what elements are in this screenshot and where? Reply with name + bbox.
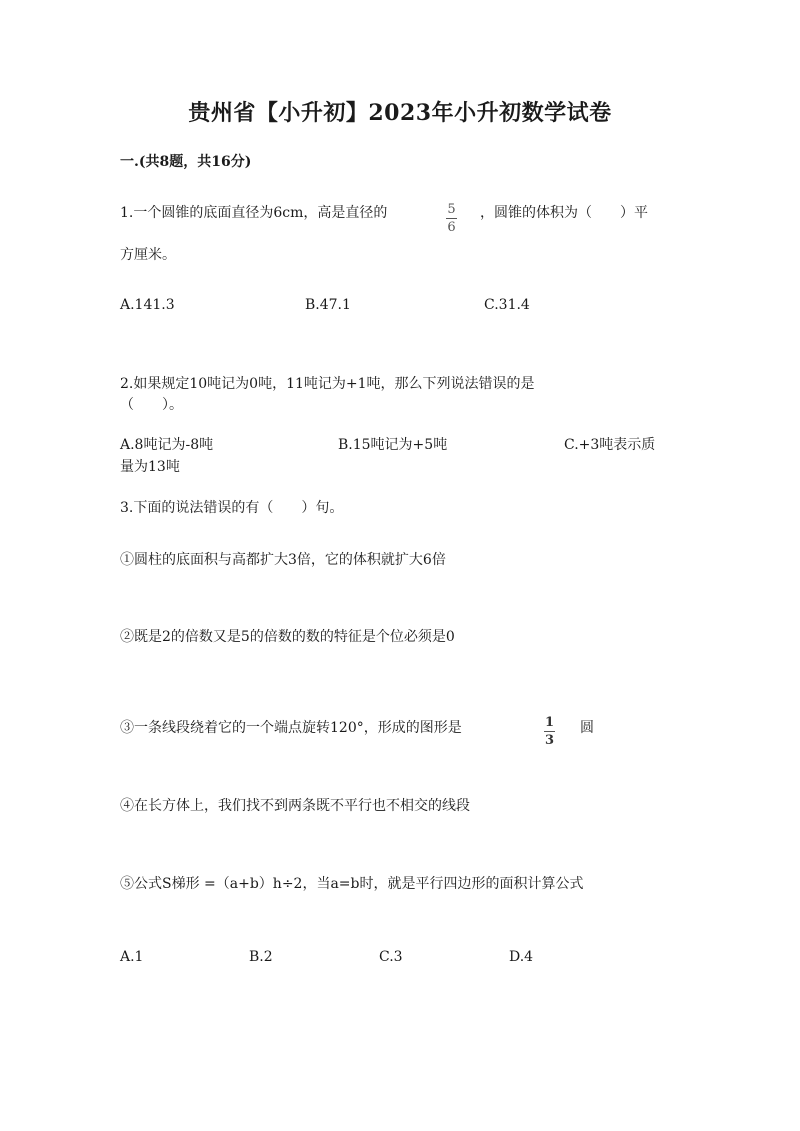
- q1-option-c[interactable]: C.31.4: [484, 297, 530, 313]
- q2-option-c-continued: 量为13吨: [120, 459, 180, 475]
- q2-option-a[interactable]: A.8吨记为-8吨: [120, 437, 214, 453]
- q3-option-d[interactable]: D.4: [509, 949, 534, 965]
- fraction-bar: [446, 218, 457, 219]
- section-heading: 一.(共8题，共16分): [120, 154, 252, 170]
- q1-option-b[interactable]: B.47.1: [305, 297, 351, 313]
- q1-option-a[interactable]: A.141.3: [120, 297, 175, 313]
- fraction-bar: [544, 731, 555, 732]
- q1-fraction-numerator: 5: [447, 202, 456, 217]
- q2-option-b[interactable]: B.15吨记为+5吨: [338, 437, 448, 453]
- q3-statement-2: ②既是2的倍数又是5的倍数的数的特征是个位必须是0: [120, 629, 455, 645]
- q3-statement-1: ①圆柱的底面积与高都扩大3倍，它的体积就扩大6倍: [120, 552, 446, 568]
- q3-option-a[interactable]: A.1: [120, 949, 144, 965]
- q3-statement-3-before: ③一条线段绕着它的一个端点旋转120°，形成的图形是: [120, 720, 462, 736]
- q1-text-after: ，圆锥的体积为（ ）平: [480, 205, 648, 221]
- q3-statement-5: ⑤公式S梯形 =（a+b）h÷2，当a=b时，就是平行四边形的面积计算公式: [120, 876, 584, 892]
- q3-option-c[interactable]: C.3: [379, 949, 403, 965]
- q1-text-line2: 方厘米。: [120, 247, 176, 263]
- q2-stem-line1: 2.如果规定10吨记为0吨，11吨记为+1吨，那么下列说法错误的是: [120, 376, 535, 392]
- q1-text-before: 1.一个圆锥的底面直径为6cm，高是直径的: [120, 205, 388, 221]
- q3-option-b[interactable]: B.2: [249, 949, 273, 965]
- q1-fraction: [446, 198, 457, 235]
- q3-stem: 3.下面的说法错误的有（ ）句。: [120, 500, 344, 516]
- q3-fraction-numerator: 1: [544, 715, 555, 730]
- q3-fraction-denominator: 3: [544, 733, 555, 748]
- q3-statement-4: ④在长方体上，我们找不到两条既不平行也不相交的线段: [120, 798, 470, 814]
- q1-fraction-denominator: 6: [447, 220, 456, 235]
- q3-fraction: [544, 711, 555, 748]
- page-title: 贵州省【小升初】2023年小升初数学试卷: [188, 100, 612, 126]
- q2-stem-line2: （ ）。: [120, 397, 183, 413]
- q3-statement-3-after: 圆: [580, 720, 594, 736]
- q2-option-c[interactable]: C.+3吨表示质: [564, 437, 656, 453]
